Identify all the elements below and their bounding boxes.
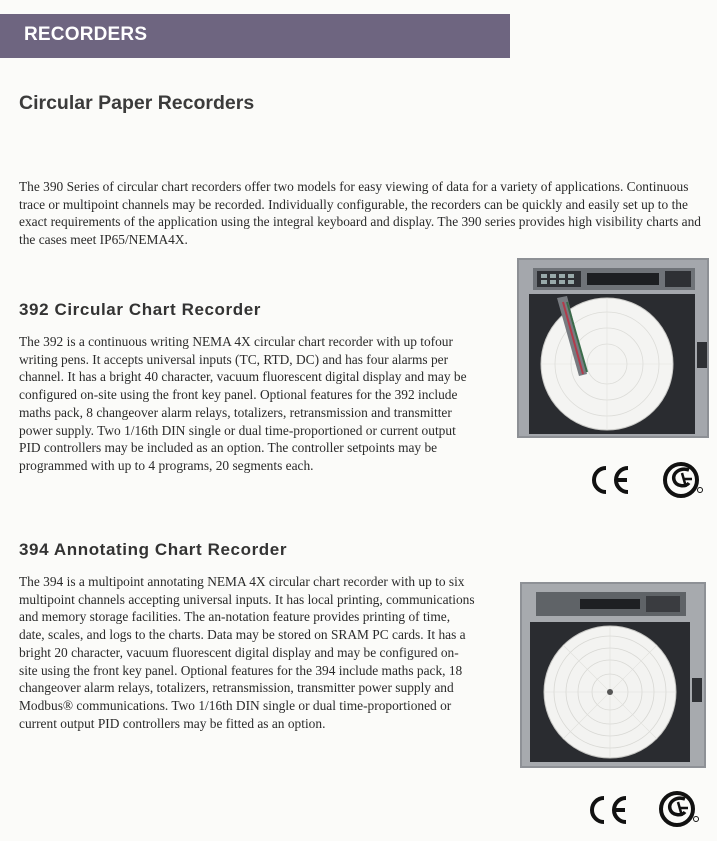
csa-mark-icon <box>662 461 704 499</box>
intro-paragraph: The 390 Series of circular chart recorders offer two models for easy viewing of data for a variety of applications. Continuous trace or multipoint channels may be recorded. Individually configurable, the recorders can be quickly and easily set up to the exact requirements of the application using the integral keyboard and display. The 390 series provides high visibility charts and the cases meet IP65/NEMA4X. <box>19 179 701 248</box>
section-header: RECORDERS <box>24 24 148 45</box>
page-title: Circular Paper Recorders <box>19 92 255 114</box>
product-394-title: 394 Annotating Chart Recorder <box>19 540 288 559</box>
csa-mark-icon <box>658 790 700 828</box>
recorder-394-image <box>520 582 706 768</box>
section-banner <box>0 14 510 58</box>
ce-mark-icon <box>586 794 630 826</box>
recorder-392-image <box>517 258 709 438</box>
product-392-title: 392 Circular Chart Recorder <box>19 300 262 319</box>
ce-mark-icon <box>588 464 632 496</box>
product-394-description: The 394 is a multipoint annotating NEMA 4X circular chart recorder with up to six multipoint channels accepting universal inputs. It has local printing, communications and memory storage facilities. The an-notation feature provides printing of time, date, scales, and logs to the charts. Data may be stored on SRAM PC cards. It has a bright 20 character, vacuum fluorescent digital display and may be configured on-site using the front key panel. Optional features for the 394 include maths pack, 18 changeover alarm relays, totalizers, retransmission, transmitter power supply and Modbus® communications. Two 1/16th DIN single or dual time-proportioned or current output PID controllers may be fitted as an option. <box>19 574 475 731</box>
product-392-description: The 392 is a continuous writing NEMA 4X circular chart recorder with up tofour writing pens. It accepts universal inputs (TC, RTD, DC) and has four alarms per channel. It has a bright 40 character, vacuum fluorescent digital display and may be configured on-site using the front key panel. Optional features for the 392 include maths pack, 8 changeover alarm relays, totalizers, retransmission and transmitter power supply. Two 1/16th DIN single or dual time-proportioned or current output PID controllers may be included as an option. The controller setpoints may be programmed with up to 4 programs, 20 segments each. <box>19 334 467 473</box>
